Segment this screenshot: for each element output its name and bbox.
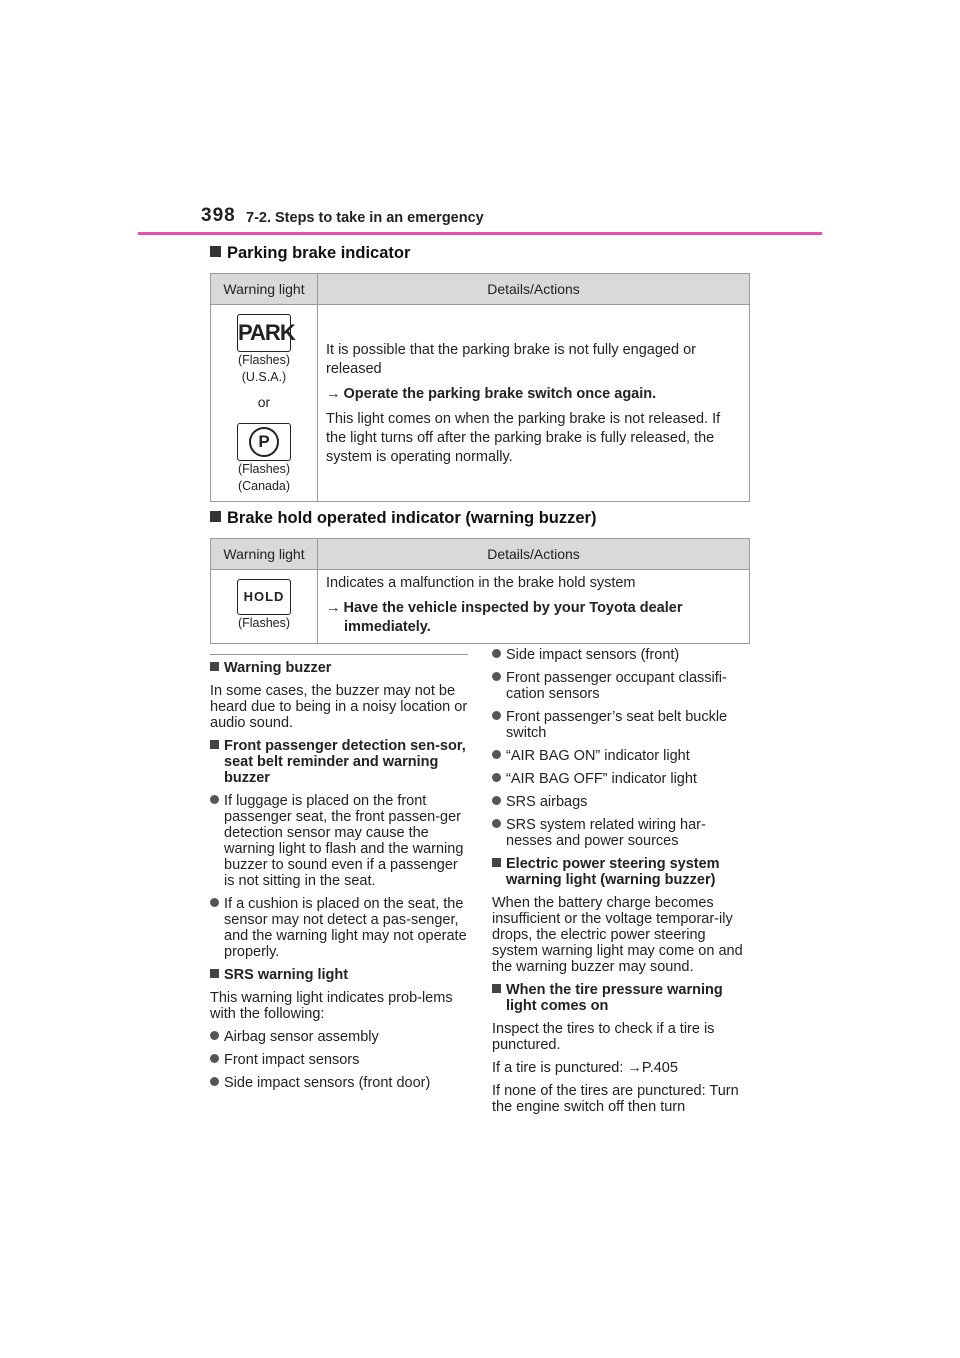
park-indicator-icon: PARK	[237, 314, 291, 352]
list-item	[492, 647, 750, 663]
action-label: Have the vehicle inspected by your Toyota dealer immediately.	[343, 600, 683, 635]
col-details-actions: Details/Actions	[318, 539, 750, 570]
heading-text: Front passenger detection sen-sor, seat belt reminder and warning buzzer	[224, 738, 466, 786]
list-item	[492, 670, 750, 702]
brake-hold-heading	[210, 509, 596, 528]
bullet-dot-icon	[492, 711, 501, 720]
paragraph: In some cases, the buzzer may not be heard due to being in a noisy location or audio sound.	[210, 683, 468, 731]
list-item	[492, 748, 750, 764]
list-item-text: SRS airbags	[506, 794, 588, 810]
bullet-dot-icon	[492, 819, 501, 828]
p-circle-icon: P	[249, 427, 279, 457]
square-bullet-icon	[210, 969, 219, 978]
eps-warning-heading	[492, 856, 750, 888]
warning-light-cell	[211, 570, 318, 644]
icon-caption: (Flashes)	[237, 616, 291, 630]
detail-text: It is possible that the parking brake is not fully engaged or released	[326, 342, 696, 377]
details-cell	[318, 305, 750, 502]
bullet-dot-icon	[492, 649, 501, 658]
heading-text: Warning buzzer	[224, 660, 332, 676]
page-reference-link[interactable]: P.405	[641, 1060, 678, 1076]
heading-text: When the tire pressure warning light comes on	[506, 982, 723, 1014]
list-item	[210, 1052, 468, 1068]
col-details-actions: Details/Actions	[318, 274, 750, 305]
section-title: 7-2. Steps to take in an emergency	[246, 210, 484, 226]
list-item-text: Front passenger occupant classifi-cation sensors	[506, 670, 727, 702]
bullet-dot-icon	[210, 1054, 219, 1063]
table-row	[211, 305, 750, 502]
detail-text: Indicates a malfunction in the brake hold system	[326, 575, 636, 591]
parking-brake-table	[210, 273, 750, 502]
list-item	[210, 1029, 468, 1045]
details-cell	[318, 570, 750, 644]
brake-hold-table	[210, 538, 750, 644]
action-text	[326, 599, 741, 637]
brake-hold-heading-text: Brake hold operated indicator (warning buzzer)	[227, 509, 597, 527]
srs-warning-light-heading	[210, 967, 468, 983]
paragraph-text: If a tire is punctured:	[492, 1060, 628, 1076]
right-column	[492, 647, 750, 1122]
bullet-dot-icon	[492, 750, 501, 759]
front-passenger-detection-heading	[210, 738, 468, 786]
table-header-row	[211, 274, 750, 305]
icon-caption: (U.S.A.)	[241, 370, 287, 384]
arrow-icon: →	[326, 600, 341, 616]
bullet-dot-icon	[492, 796, 501, 805]
square-bullet-icon	[210, 662, 219, 671]
list-item-text: SRS system related wiring har-nesses and power sources	[506, 817, 706, 849]
left-column	[210, 660, 468, 1098]
parking-brake-p-icon	[237, 423, 291, 461]
warning-buzzer-heading	[210, 660, 468, 676]
list-item	[492, 771, 750, 787]
bullet-dot-icon	[210, 1077, 219, 1086]
page-number: 398	[201, 205, 236, 226]
paragraph: When the battery charge becomes insufficient or the voltage temporar-ily drops, the electric power steering system warning light may come on and the warning buzzer may sound.	[492, 895, 743, 975]
or-text: or	[257, 394, 271, 410]
list-item-text: Front impact sensors	[224, 1052, 360, 1068]
icon-caption: (Flashes)	[237, 353, 291, 367]
list-item-text: If luggage is placed on the front passenger seat, the front passen-ger detection sensor may cause the warning light to flash and the warning buzzer to sound even if a passenger is not sitting in the seat.	[224, 793, 464, 889]
arrow-icon: →	[326, 386, 341, 402]
list-item-text: “AIR BAG ON” indicator light	[506, 748, 690, 764]
list-item	[492, 709, 750, 741]
icon-caption: (Canada)	[237, 479, 291, 493]
square-bullet-icon	[492, 984, 501, 993]
list-item	[492, 817, 750, 849]
icon-caption: (Flashes)	[237, 462, 291, 476]
paragraph: If none of the tires are punctured: Turn the engine switch off then turn	[492, 1083, 739, 1115]
arrow-icon: →	[627, 1060, 642, 1076]
list-item	[210, 896, 468, 960]
action-label: Operate the parking brake switch once again.	[343, 386, 657, 402]
warning-light-cell	[211, 305, 318, 502]
list-item-text: Airbag sensor assembly	[224, 1029, 379, 1045]
list-item-text: If a cushion is placed on the seat, the sensor may not detect a pas-senger, and the warning light may not operate properly.	[224, 896, 467, 960]
square-bullet-icon	[492, 858, 501, 867]
header-rule	[138, 232, 822, 235]
bullet-dot-icon	[492, 773, 501, 782]
table-row	[211, 570, 750, 644]
parking-brake-heading	[210, 244, 410, 263]
parking-brake-heading-text: Parking brake indicator	[227, 244, 411, 262]
square-bullet-icon	[210, 740, 219, 749]
list-item	[210, 793, 468, 889]
column-rule	[210, 654, 468, 655]
square-bullet-icon	[210, 246, 221, 257]
list-item-text: “AIR BAG OFF” indicator light	[506, 771, 697, 787]
col-warning-light: Warning light	[211, 539, 318, 570]
table-header-row	[211, 539, 750, 570]
paragraph	[492, 1060, 750, 1076]
list-item-text: Side impact sensors (front door)	[224, 1075, 431, 1091]
bullet-dot-icon	[210, 1031, 219, 1040]
paragraph: This warning light indicates prob-lems with the following:	[210, 990, 453, 1022]
heading-text: SRS warning light	[224, 967, 349, 983]
bullet-dot-icon	[210, 795, 219, 804]
square-bullet-icon	[210, 511, 221, 522]
hold-indicator-icon: HOLD	[237, 579, 291, 615]
heading-text: Electric power steering system warning light (warning buzzer)	[506, 856, 720, 888]
list-item	[492, 794, 750, 810]
detail-text: This light comes on when the parking brake is not released. If the light turns off after the parking brake is fully released, the system is operating normally.	[326, 411, 721, 465]
list-item	[210, 1075, 468, 1091]
list-item-text: Side impact sensors (front)	[506, 647, 680, 663]
action-text	[326, 385, 741, 404]
paragraph: Inspect the tires to check if a tire is punctured.	[492, 1021, 715, 1053]
bullet-dot-icon	[210, 898, 219, 907]
bullet-dot-icon	[492, 672, 501, 681]
tire-pressure-heading	[492, 982, 750, 1014]
col-warning-light: Warning light	[211, 274, 318, 305]
list-item-text: Front passenger’s seat belt buckle switch	[506, 709, 728, 741]
